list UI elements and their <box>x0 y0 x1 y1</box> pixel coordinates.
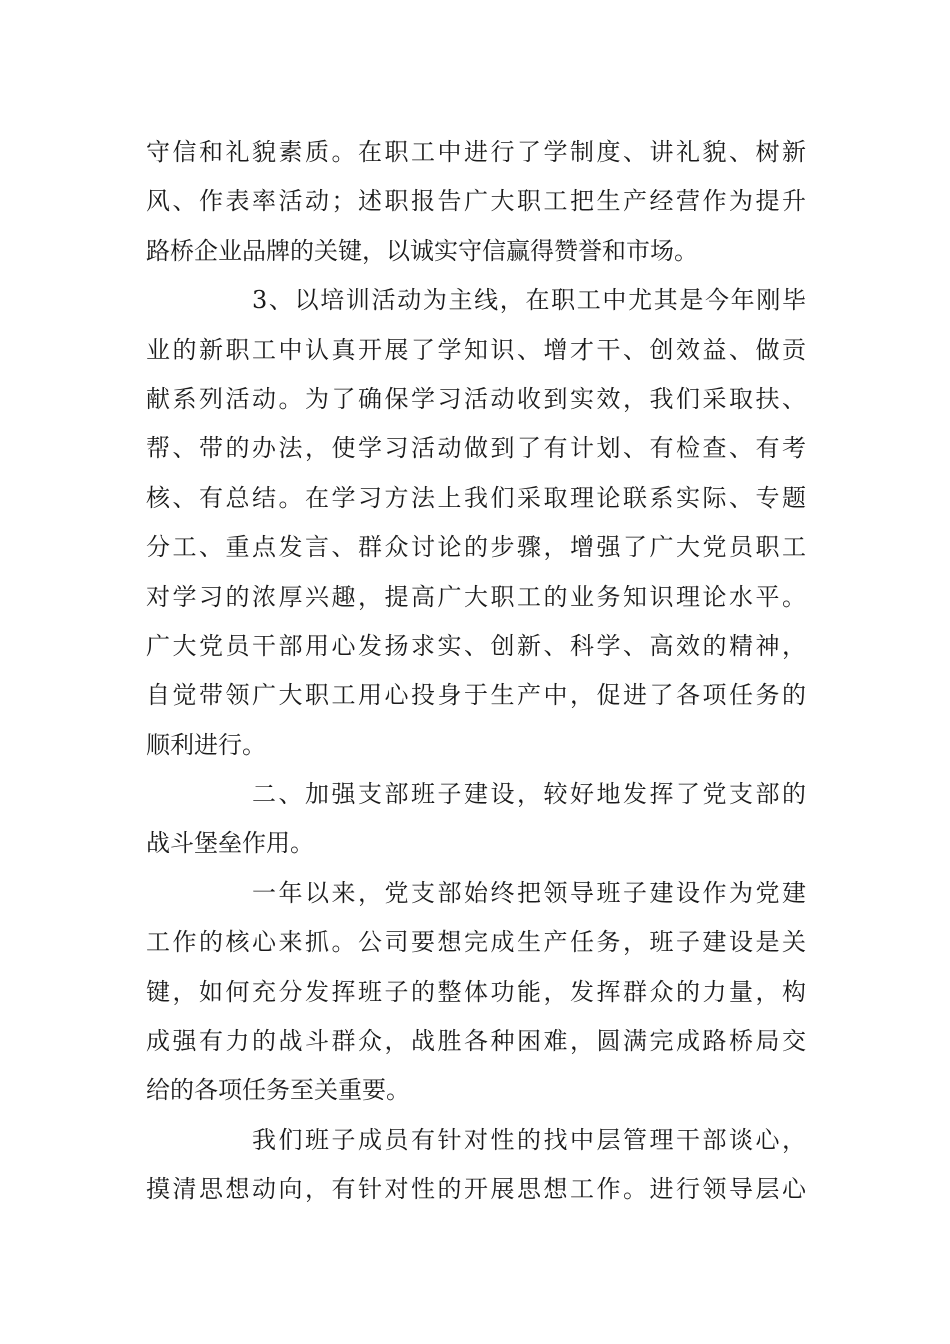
text-line: 广大党员干部用心发扬求实、创新、科学、高效的精神， <box>146 631 806 660</box>
text-line: 工作的核心来抓。公司要想完成生产任务，班子建设是关 <box>146 928 806 957</box>
section-heading-line: 战斗堡垒作用。 <box>146 829 314 858</box>
paragraph-start-line: 一年以来，党支部始终把领导班子建设作为党建 <box>252 878 806 907</box>
text-line: 自觉带领广大职工用心投身于生产中，促进了各项任务的 <box>146 681 806 710</box>
text-line: 路桥企业品牌的关键，以诚实守信赢得赞誉和市场。 <box>146 236 698 265</box>
text-line: 献系列活动。为了确保学习活动收到实效，我们采取扶、 <box>146 384 806 413</box>
text-line: 键，如何充分发挥班子的整体功能，发挥群众的力量，构 <box>146 977 806 1006</box>
document-body <box>146 128 806 1215</box>
text-line: 帮、带的办法，使学习活动做到了有计划、有检查、有考 <box>146 434 806 463</box>
text-line: 核、有总结。在学习方法上我们采取理论联系实际、专题 <box>146 483 806 512</box>
paragraph-start-line: 3、以培训活动为主线，在职工中尤其是今年刚毕 <box>252 286 806 315</box>
text-line: 顺利进行。 <box>146 730 266 759</box>
section-heading-line: 二、加强支部班子建设，较好地发挥了党支部的 <box>252 780 806 809</box>
text-line: 对学习的浓厚兴趣，提高广大职工的业务知识理论水平。 <box>146 582 806 611</box>
text-line: 成强有力的战斗群众，战胜各种困难，圆满完成路桥局交 <box>146 1027 806 1056</box>
text-line: 业的新职工中认真开展了学知识、增才干、创效益、做贡 <box>146 335 806 364</box>
text-line: 风、作表率活动；述职报告广大职工把生产经营作为提升 <box>146 187 806 216</box>
text-line: 守信和礼貌素质。在职工中进行了学制度、讲礼貌、树新 <box>146 138 806 166</box>
text-line: 给的各项任务至关重要。 <box>146 1076 410 1105</box>
text-line: 摸清思想动向，有针对性的开展思想工作。进行领导层心 <box>146 1175 806 1204</box>
text-line: 分工、重点发言、群众讨论的步骤，增强了广大党员职工 <box>146 533 806 562</box>
paragraph-start-line: 我们班子成员有针对性的找中层管理干部谈心， <box>252 1125 806 1154</box>
